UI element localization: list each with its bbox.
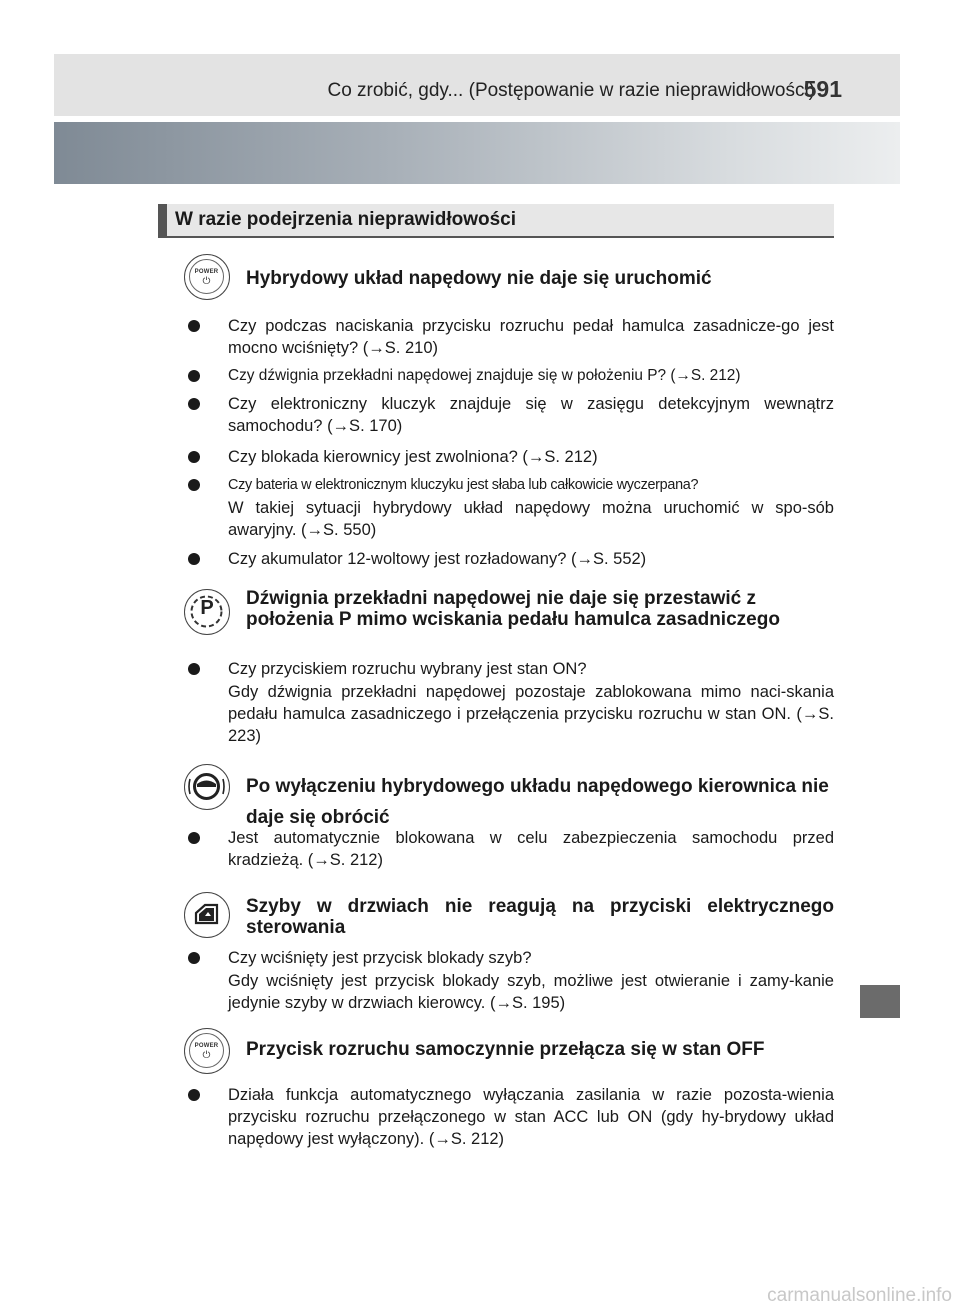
chapter-gradient-band bbox=[54, 122, 900, 184]
block-heading: Przycisk rozruchu samoczynnie przełącza się w stan OFF bbox=[246, 1039, 765, 1060]
block-heading: Dźwignia przekładni napędowej nie daje się przestawić z położenia P mimo wciskania pedału hamulca zasadniczego bbox=[246, 588, 780, 630]
list-item: Jest automatycznie blokowana w celu zabezpieczenia samochodu przed kradzieżą. (→S. 212) bbox=[188, 827, 834, 871]
list-item: Czy dźwignia przekładni napędowej znajduje się w położeniu P? (→S. 212) bbox=[188, 365, 834, 387]
list-item-continuation: Gdy dźwignia przekładni napędowej pozostaje zablokowana mimo naci-skania pedału hamulca zasadniczego i przełączenia przycisku rozruchu w stan ON. (→S. 223) bbox=[228, 683, 834, 745]
power-button-icon: POWER ⏻ bbox=[184, 1028, 230, 1074]
chapter-side-tab bbox=[860, 985, 900, 1018]
list-item: Czy podczas naciskania przycisku rozruchu pedał hamulca zasadnicze-go jest mocno wciśnięty? (→S. 210) bbox=[188, 315, 834, 359]
running-header-title: Co zrobić, gdy... (Postępowanie w razie nieprawidłowości) bbox=[327, 80, 815, 101]
list-item-continuation: Gdy wciśnięty jest przycisk blokady szyb, możliwe jest otwieranie i zamy-kanie jedynie szyby w drzwiach kierowcy. (→S. 195) bbox=[228, 972, 834, 1012]
section-title: W razie podejrzenia nieprawidłowości bbox=[175, 209, 517, 230]
list-item: Czy elektroniczny kluczyk znajduje się w zasięgu detekcyjnym wewnątrz samochodu? (→S. 170) bbox=[188, 393, 834, 437]
list-item: Czy akumulator 12-woltowy jest rozładowany? (→S. 552) bbox=[188, 548, 834, 570]
power-window-icon bbox=[184, 892, 230, 938]
list-item: Czy blokada kierownicy jest zwolniona? (→S. 212) bbox=[188, 446, 834, 468]
block-heading: Szyby w drzwiach nie reagują na przyciski elektrycznego sterowania bbox=[246, 896, 834, 938]
power-button-icon: POWER ⏻ bbox=[184, 254, 230, 300]
list-item: Czy wciśnięty jest przycisk blokady szyb? bbox=[188, 947, 834, 969]
shift-lever-p-icon: P bbox=[184, 589, 230, 635]
watermark: carmanualsonline.info bbox=[767, 1285, 952, 1306]
list-item: Działa funkcja automatycznego wyłączania zasilania w razie pozosta-wienia przycisku rozruchu przełączonego w stan ACC lub ON (gdy hy-brydowy układ napędowy jest wyłączony). (→S. 212) bbox=[188, 1084, 834, 1150]
block-heading: Hybrydowy układ napędowy nie daje się uruchomić bbox=[246, 268, 712, 289]
page-number: 591 bbox=[803, 76, 842, 102]
steering-wheel-icon bbox=[184, 764, 230, 810]
section-header bbox=[158, 204, 834, 238]
list-item-continuation: W takiej sytuacji hybrydowy układ napędowy można uruchomić w spo-sób awaryjny. (→S. 550) bbox=[228, 499, 834, 539]
list-item: Czy przyciskiem rozruchu wybrany jest stan ON? bbox=[188, 658, 834, 680]
block-heading: Po wyłączeniu hybrydowego układu napędowego kierownica nie daje się obrócić bbox=[246, 776, 829, 828]
list-item: Czy bateria w elektronicznym kluczyku jest słaba lub całkowicie wyczerpana? bbox=[188, 474, 834, 496]
